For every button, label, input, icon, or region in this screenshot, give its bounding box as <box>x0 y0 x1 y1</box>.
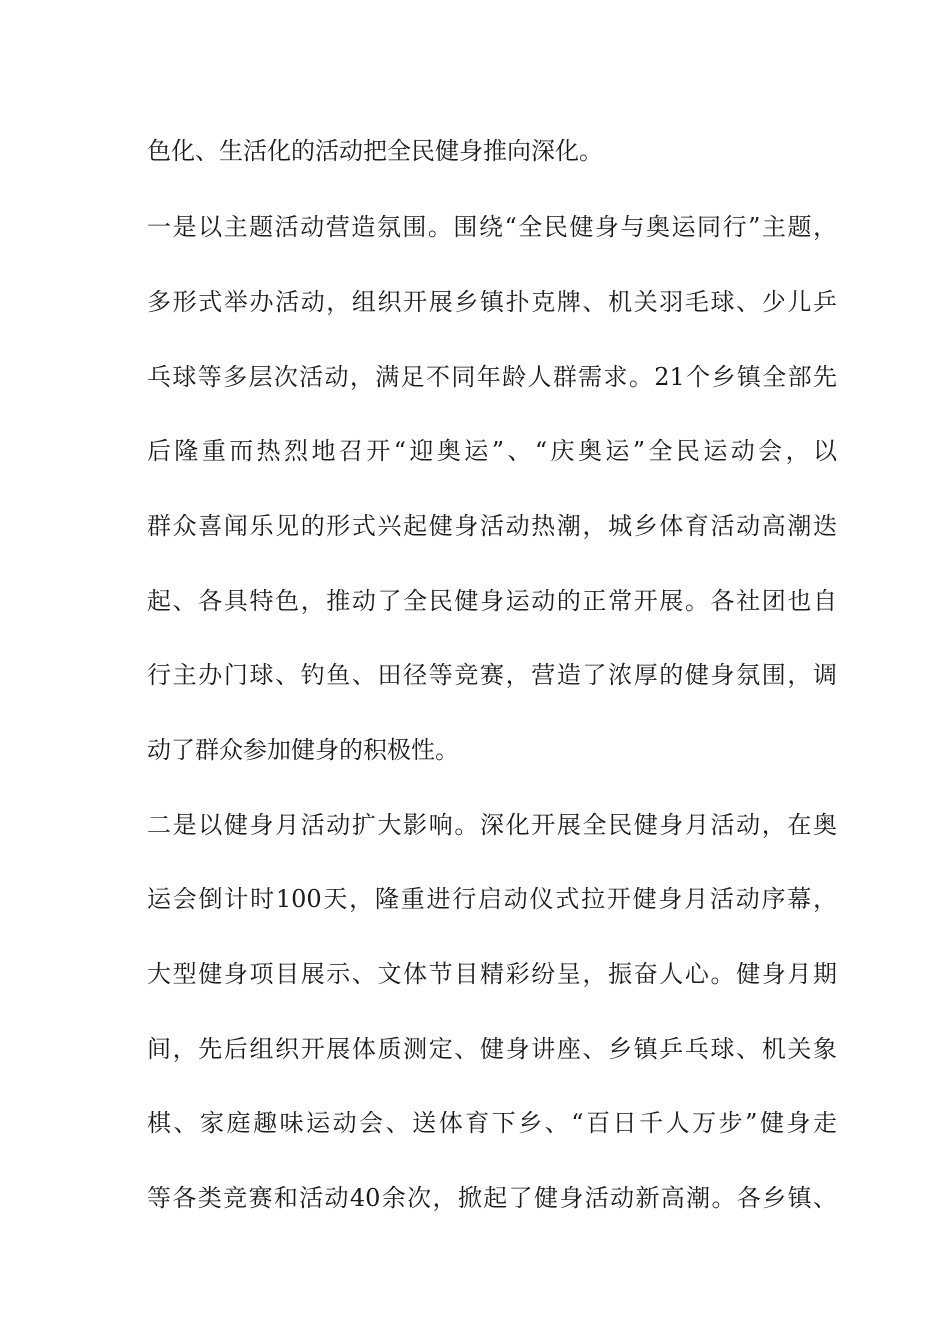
text-line: 行主办门球、钓鱼、田径等竞赛，营造了浓厚的健身氛围，调 <box>147 661 837 689</box>
text-line: 大型健身项目展示、文体节目精彩纷呈，振奋人心。健身月期 <box>147 960 837 988</box>
text-line: 群众喜闻乐见的形式兴起健身活动热潮，城乡体育活动高潮迭 <box>147 512 837 540</box>
text-line: 乓球等多层次活动，满足不同年龄人群需求。21个乡镇全部先 <box>147 363 837 391</box>
text-line: 多形式举办活动，组织开展乡镇扑克牌、机关羽毛球、少儿乒 <box>147 288 837 316</box>
text-line: 二是以健身月活动扩大影响。深化开展全民健身月活动，在奥 <box>147 811 837 839</box>
text-line: 运会倒计时100天，隆重进行启动仪式拉开健身月活动序幕， <box>147 885 837 913</box>
text-line: 后隆重而热烈地召开“迎奥运”、“庆奥运”全民运动会，以 <box>147 437 837 465</box>
text-line: 色化、生活化的活动把全民健身推向深化。 <box>147 137 603 165</box>
text-line: 一是以主题活动营造氛围。围绕“全民健身与奥运同行”主题， <box>147 213 837 241</box>
text-line: 动了群众参加健身的积极性。 <box>147 736 459 764</box>
text-line: 棋、家庭趣味运动会、送体育下乡、“百日千人万步”健身走 <box>147 1109 837 1137</box>
text-line: 等各类竞赛和活动40余次，掀起了健身活动新高潮。各乡镇、 <box>147 1184 837 1212</box>
text-line: 起、各具特色，推动了全民健身运动的正常开展。各社团也自 <box>147 587 837 615</box>
text-line: 间，先后组织开展体质测定、健身讲座、乡镇乒乓球、机关象 <box>147 1035 837 1063</box>
